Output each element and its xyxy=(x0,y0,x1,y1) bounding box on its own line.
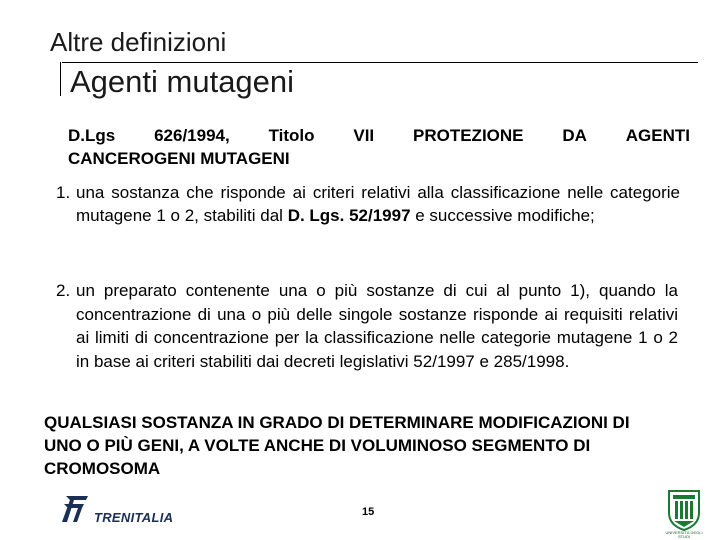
law-word: VII xyxy=(353,126,375,145)
trenitalia-mark-icon xyxy=(58,492,92,526)
item-text-part: una sostanza che risponde ai criteri relativi alla classificazione nelle categorie mutagene 1 o 2, stabiliti dal xyxy=(76,183,680,225)
law-word: AGENTI xyxy=(625,126,690,145)
law-reference-line1 xyxy=(68,124,690,147)
law-word: PROTEZIONE xyxy=(413,126,524,145)
law-reference-line2: CANCEROGENI MUTAGENI xyxy=(68,149,290,168)
logo-text: TRENITALIA xyxy=(94,510,174,525)
item-text-part: e successive modifiche; xyxy=(410,206,595,225)
university-crest-icon xyxy=(666,489,702,531)
definition-item-1 xyxy=(56,181,680,227)
crest-text: UNIVERSITÀ DEGLI STUDI xyxy=(665,530,703,539)
slide-title: Agenti mutageni xyxy=(70,64,295,99)
item-number: 1. xyxy=(56,183,71,202)
item-text xyxy=(56,181,680,227)
page-number: 15 xyxy=(362,506,375,518)
item-text: un preparato contenente una o più sostanze di cui al punto 1), quando la concentrazione di una o più delle singole sostanze risponde ai requisiti relativi ai limiti di concentrazione per la classificazione nelle categorie mutagene 1 o 2 in base ai criteri stabiliti dai decreti legislativi 52/1997 e 285/1998. xyxy=(76,281,678,371)
summary-note: QUALSIASI SOSTANZA IN GRADO DI DETERMINARE MODIFICAZIONI DI UNO O PIÙ GENI, A VOLTE ANCHE DI VOLUMINOSO SEGMENTO DI CROMOSOMA xyxy=(44,413,630,478)
law-reference xyxy=(68,124,690,170)
item-number: 2. xyxy=(56,281,71,300)
section-title: Altre definizioni xyxy=(50,27,227,57)
law-word: DA xyxy=(562,126,587,145)
title-divider xyxy=(62,62,698,63)
item-text-bold: D. Lgs. 52/1997 xyxy=(287,206,411,225)
law-word: 626/1994, xyxy=(154,126,230,145)
law-word: Titolo xyxy=(268,126,315,145)
trenitalia-logo xyxy=(58,492,188,528)
law-word: D.Lgs xyxy=(68,126,116,145)
title-bar xyxy=(60,62,61,96)
definition-item-2 xyxy=(56,279,678,373)
